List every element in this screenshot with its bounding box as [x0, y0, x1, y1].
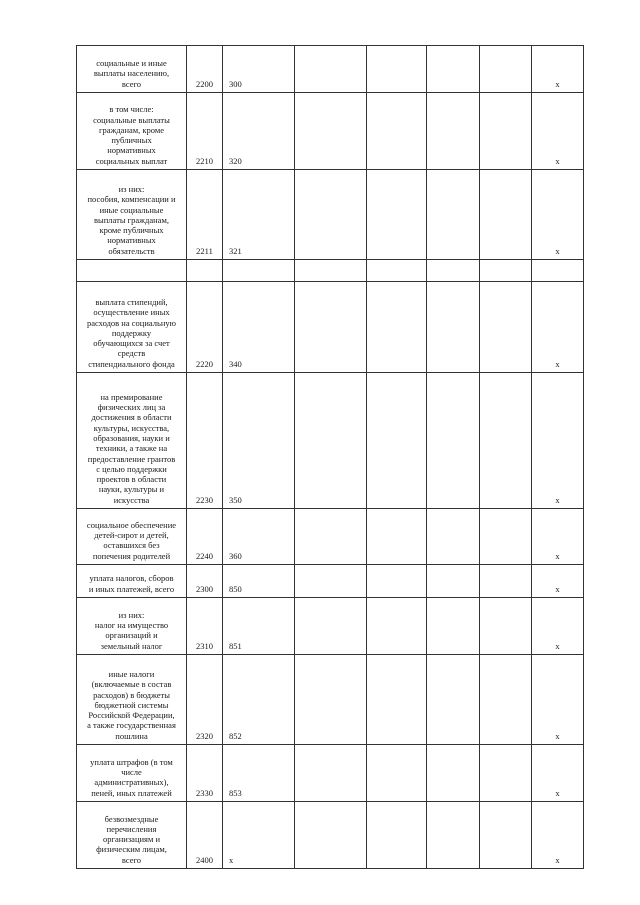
row-value-cell [367, 802, 427, 869]
row-last-cell [532, 260, 584, 282]
row-line-code-cell: 2211 [187, 170, 223, 260]
row-value-cell [480, 282, 532, 373]
table-row [77, 93, 584, 170]
row-value-cell [427, 802, 480, 869]
row-value-cell [480, 802, 532, 869]
row-last-cell: х [532, 655, 584, 745]
row-name-cell: в том числе: социальные выплаты гражданам, кроме публичных нормативных социальных выплат [77, 93, 187, 170]
row-value-cell [427, 170, 480, 260]
row-line-code-cell: 2220 [187, 282, 223, 373]
table-row [77, 170, 584, 260]
row-kosgu-code-cell: 850 [223, 565, 295, 598]
row-line-code-cell: 2240 [187, 509, 223, 565]
row-value-cell [427, 745, 480, 802]
table-row [77, 373, 584, 509]
row-kosgu-code-cell [223, 260, 295, 282]
row-line-code-cell: 2310 [187, 598, 223, 655]
row-last-cell: х [532, 373, 584, 509]
row-value-cell [427, 93, 480, 170]
row-name-cell [77, 260, 187, 282]
table-row [77, 260, 584, 282]
table-row [77, 802, 584, 869]
row-name-cell: выплата стипендий, осуществление иных расходов на социальную поддержку обучающихся за счет средств стипендиального фонда [77, 282, 187, 373]
row-value-cell [295, 565, 367, 598]
table-row [77, 745, 584, 802]
row-kosgu-code-cell: 851 [223, 598, 295, 655]
table-row [77, 565, 584, 598]
row-line-code-cell: 2300 [187, 565, 223, 598]
row-last-cell: х [532, 598, 584, 655]
row-value-cell [295, 170, 367, 260]
row-value-cell [427, 46, 480, 93]
row-value-cell [427, 373, 480, 509]
row-value-cell [367, 93, 427, 170]
row-name-cell: уплата налогов, сборов и иных платежей, всего [77, 565, 187, 598]
budget-report-table [76, 45, 584, 869]
row-value-cell [480, 598, 532, 655]
row-last-cell: х [532, 802, 584, 869]
row-value-cell [427, 655, 480, 745]
row-value-cell [367, 745, 427, 802]
row-value-cell [295, 373, 367, 509]
row-value-cell [367, 46, 427, 93]
row-value-cell [367, 565, 427, 598]
row-value-cell [367, 509, 427, 565]
table-row [77, 655, 584, 745]
row-value-cell [427, 282, 480, 373]
row-value-cell [480, 655, 532, 745]
table-row [77, 282, 584, 373]
row-last-cell: х [532, 46, 584, 93]
row-line-code-cell: 2330 [187, 745, 223, 802]
row-value-cell [367, 655, 427, 745]
row-value-cell [480, 565, 532, 598]
row-kosgu-code-cell: 350 [223, 373, 295, 509]
row-value-cell [295, 509, 367, 565]
row-name-cell: социальные и иные выплаты населению, всего [77, 46, 187, 93]
row-last-cell: х [532, 509, 584, 565]
row-value-cell [295, 745, 367, 802]
row-kosgu-code-cell: 320 [223, 93, 295, 170]
row-value-cell [480, 46, 532, 93]
row-line-code-cell: 2210 [187, 93, 223, 170]
row-value-cell [480, 170, 532, 260]
row-value-cell [367, 170, 427, 260]
row-value-cell [427, 509, 480, 565]
table-row [77, 509, 584, 565]
row-line-code-cell [187, 260, 223, 282]
row-value-cell [480, 745, 532, 802]
row-kosgu-code-cell: 360 [223, 509, 295, 565]
row-kosgu-code-cell: 321 [223, 170, 295, 260]
row-value-cell [427, 565, 480, 598]
report-table-body [77, 46, 584, 869]
row-value-cell [427, 260, 480, 282]
row-value-cell [295, 802, 367, 869]
row-value-cell [295, 655, 367, 745]
row-kosgu-code-cell: 852 [223, 655, 295, 745]
row-last-cell: х [532, 93, 584, 170]
row-value-cell [480, 260, 532, 282]
row-value-cell [480, 509, 532, 565]
table-row [77, 598, 584, 655]
row-value-cell [480, 93, 532, 170]
row-value-cell [367, 260, 427, 282]
row-name-cell: безвозмездные перечисления организациям и физическим лицам, всего [77, 802, 187, 869]
row-kosgu-code-cell: 340 [223, 282, 295, 373]
row-last-cell: х [532, 282, 584, 373]
row-kosgu-code-cell: х [223, 802, 295, 869]
row-value-cell [367, 282, 427, 373]
row-value-cell [295, 46, 367, 93]
row-kosgu-code-cell: 300 [223, 46, 295, 93]
row-value-cell [295, 598, 367, 655]
row-last-cell: х [532, 170, 584, 260]
row-name-cell: уплата штрафов (в том числе административных), пеней, иных платежей [77, 745, 187, 802]
row-value-cell [295, 282, 367, 373]
row-kosgu-code-cell: 853 [223, 745, 295, 802]
row-last-cell: х [532, 565, 584, 598]
row-line-code-cell: 2200 [187, 46, 223, 93]
row-name-cell: из них: налог на имущество организаций и земельный налог [77, 598, 187, 655]
row-value-cell [295, 93, 367, 170]
row-value-cell [427, 598, 480, 655]
row-line-code-cell: 2320 [187, 655, 223, 745]
row-line-code-cell: 2230 [187, 373, 223, 509]
row-last-cell: х [532, 745, 584, 802]
row-line-code-cell: 2400 [187, 802, 223, 869]
row-name-cell: иные налоги (включаемые в состав расходов) в бюджеты бюджетной системы Российской Федерации, а также государственная пошлина [77, 655, 187, 745]
table-row [77, 46, 584, 93]
row-value-cell [367, 373, 427, 509]
row-name-cell: на премирование физических лиц за достижения в области культуры, искусства, образования, науки и техники, а также на предоставление грантов с целью поддержки проектов в области науки, культуры и искусства [77, 373, 187, 509]
row-value-cell [367, 598, 427, 655]
row-value-cell [295, 260, 367, 282]
row-name-cell: социальное обеспечение детей-сирот и детей, оставшихся без попечения родителей [77, 509, 187, 565]
row-value-cell [480, 373, 532, 509]
row-name-cell: из них: пособия, компенсации и иные социальные выплаты гражданам, кроме публичных нормативных обязательств [77, 170, 187, 260]
